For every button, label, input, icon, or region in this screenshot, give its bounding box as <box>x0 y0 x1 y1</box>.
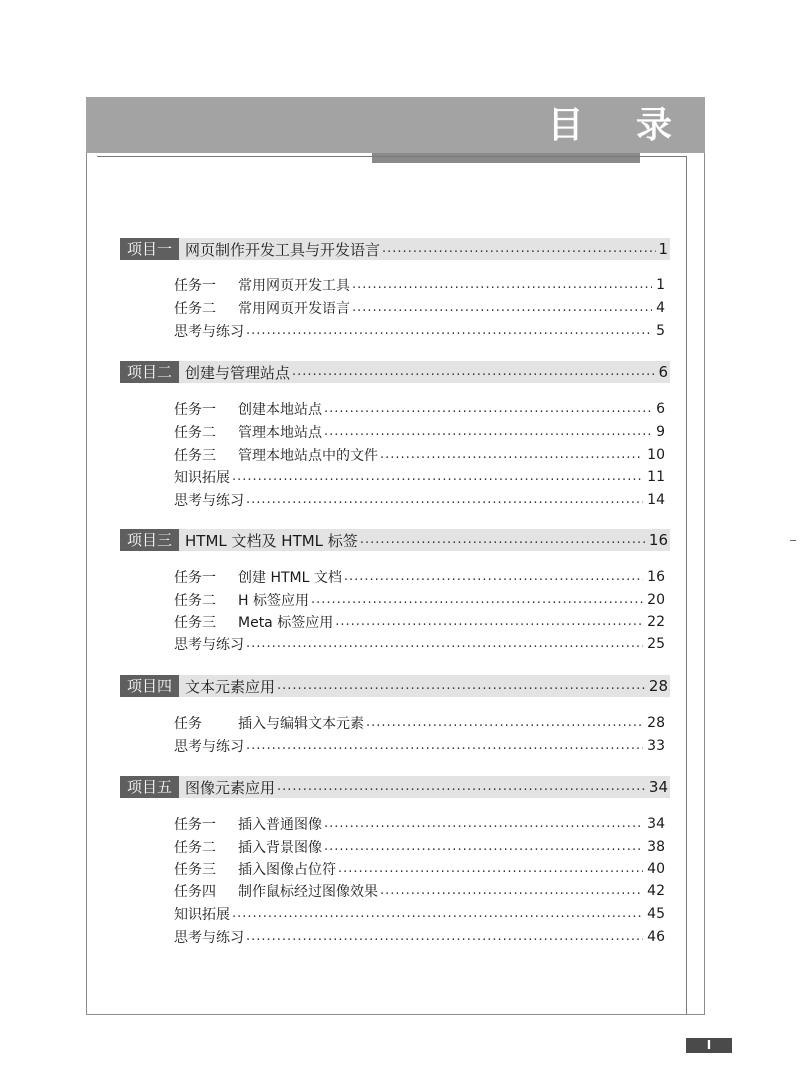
leader-dots <box>324 814 643 834</box>
task-label: 任务 <box>174 716 202 732</box>
leader-dots <box>246 927 643 947</box>
leader-dots <box>360 530 647 550</box>
task-page: 5 <box>656 323 665 339</box>
task-page: 11 <box>647 469 665 485</box>
project-label: 项目四 <box>120 675 179 697</box>
task-page: 46 <box>647 929 665 945</box>
leader-dots <box>246 321 652 341</box>
leader-dots <box>277 676 647 696</box>
leader-dots <box>352 275 652 295</box>
task-title: Meta 标签应用 <box>238 615 334 631</box>
leader-dots <box>246 736 643 756</box>
task-page: 9 <box>656 424 665 440</box>
leader-dots <box>232 467 643 487</box>
task-title: 思考与练习 <box>174 739 244 755</box>
task-page: 14 <box>647 492 665 508</box>
task-page: 33 <box>647 738 665 754</box>
task-page: 4 <box>656 300 665 316</box>
task-title: 常用网页开发语言 <box>238 301 350 317</box>
task-title: 插入图像占位符 <box>238 862 336 878</box>
task-title: 知识拓展 <box>174 907 230 923</box>
leader-dots <box>311 590 643 610</box>
task-page: 45 <box>647 906 665 922</box>
toc-project[interactable] <box>120 675 670 697</box>
leader-dots <box>277 777 647 797</box>
task-page: 22 <box>647 614 665 630</box>
page-title: 目 录 <box>547 105 692 146</box>
task-title: 思考与练习 <box>174 324 244 340</box>
task-label: 任务一 <box>174 278 216 294</box>
leader-dots <box>324 399 652 419</box>
task-title: 管理本地站点 <box>238 425 322 441</box>
task-label: 任务四 <box>174 884 216 900</box>
toc-task[interactable] <box>174 566 665 588</box>
project-label: 项目五 <box>120 776 179 798</box>
toc-task[interactable] <box>174 836 665 858</box>
project-title: 图像元素应用 <box>185 778 276 797</box>
margin-mark <box>790 540 796 541</box>
toc-project[interactable] <box>120 361 670 383</box>
project-page: 1 <box>658 240 668 258</box>
task-page: 40 <box>647 861 665 877</box>
task-page: 10 <box>647 447 665 463</box>
inner-border-right <box>686 156 687 1014</box>
project-page: 28 <box>648 677 668 695</box>
task-label: 任务三 <box>174 862 216 878</box>
toc-task[interactable] <box>174 421 665 443</box>
project-title: 文本元素应用 <box>185 677 276 696</box>
toc-task[interactable] <box>174 735 665 757</box>
task-title: 制作鼠标经过图像效果 <box>238 884 378 900</box>
task-title: 创建 HTML 文档 <box>238 570 342 586</box>
toc-task[interactable] <box>174 444 665 466</box>
toc-task[interactable] <box>174 633 665 655</box>
task-title: 思考与练习 <box>174 930 244 946</box>
leader-dots <box>380 881 643 901</box>
toc-task[interactable] <box>174 274 665 296</box>
leader-dots <box>344 567 643 587</box>
task-label: 任务二 <box>174 840 216 856</box>
project-label: 项目二 <box>120 361 179 383</box>
leader-dots <box>246 634 643 654</box>
leader-dots <box>366 713 643 733</box>
leader-dots <box>335 612 643 632</box>
toc-project[interactable] <box>120 529 670 551</box>
toc-task[interactable] <box>174 297 665 319</box>
header-accent-bar <box>372 153 640 163</box>
task-title: H 标签应用 <box>238 593 309 609</box>
leader-dots <box>292 362 656 382</box>
task-label: 任务二 <box>174 301 216 317</box>
toc-task[interactable] <box>174 320 665 342</box>
task-label: 任务一 <box>174 570 216 586</box>
task-page: 34 <box>647 816 665 832</box>
toc-task[interactable] <box>174 489 665 511</box>
task-label: 任务二 <box>174 593 216 609</box>
task-title: 知识拓展 <box>174 470 230 486</box>
toc-task[interactable] <box>174 589 665 611</box>
toc-project[interactable] <box>120 238 670 260</box>
project-title: HTML 文档及 HTML 标签 <box>185 531 358 550</box>
toc-project[interactable] <box>120 776 670 798</box>
task-title: 插入与编辑文本元素 <box>238 716 364 732</box>
task-title: 常用网页开发工具 <box>238 278 350 294</box>
project-page: 16 <box>648 531 668 549</box>
task-title: 思考与练习 <box>174 493 244 509</box>
task-title: 创建本地站点 <box>238 402 322 418</box>
project-page: 6 <box>658 363 668 381</box>
task-page: 42 <box>647 883 665 899</box>
task-page: 25 <box>647 636 665 652</box>
toc-task[interactable] <box>174 903 665 925</box>
leader-dots <box>324 422 652 442</box>
project-title: 网页制作开发工具与开发语言 <box>185 240 381 259</box>
inner-border-top <box>97 156 687 157</box>
leader-dots <box>324 837 643 857</box>
task-page: 28 <box>647 715 665 731</box>
toc-task[interactable] <box>174 712 665 734</box>
task-label: 任务三 <box>174 615 216 631</box>
toc-task[interactable] <box>174 926 665 948</box>
task-page: 6 <box>656 401 665 417</box>
task-page: 38 <box>647 839 665 855</box>
task-label: 任务二 <box>174 425 216 441</box>
page-number: I <box>686 1038 732 1053</box>
leader-dots <box>352 298 652 318</box>
leader-dots <box>232 904 643 924</box>
task-title: 管理本地站点中的文件 <box>238 448 378 464</box>
leader-dots <box>382 239 656 259</box>
task-page: 1 <box>656 277 665 293</box>
task-label: 任务一 <box>174 402 216 418</box>
leader-dots <box>246 490 643 510</box>
project-page: 34 <box>648 778 668 796</box>
task-title: 插入背景图像 <box>238 840 322 856</box>
project-label: 项目一 <box>120 238 179 260</box>
toc-task[interactable] <box>174 858 665 880</box>
toc-task[interactable] <box>174 398 665 420</box>
task-title: 思考与练习 <box>174 637 244 653</box>
task-title: 插入普通图像 <box>238 817 322 833</box>
toc-task[interactable] <box>174 466 665 488</box>
toc-task[interactable] <box>174 880 665 902</box>
leader-dots <box>380 445 643 465</box>
project-title: 创建与管理站点 <box>185 363 291 382</box>
task-page: 20 <box>647 592 665 608</box>
project-label: 项目三 <box>120 529 179 551</box>
task-label: 任务一 <box>174 817 216 833</box>
task-page: 16 <box>647 569 665 585</box>
toc-task[interactable] <box>174 611 665 633</box>
leader-dots <box>338 859 643 879</box>
toc-task[interactable] <box>174 813 665 835</box>
task-label: 任务三 <box>174 448 216 464</box>
